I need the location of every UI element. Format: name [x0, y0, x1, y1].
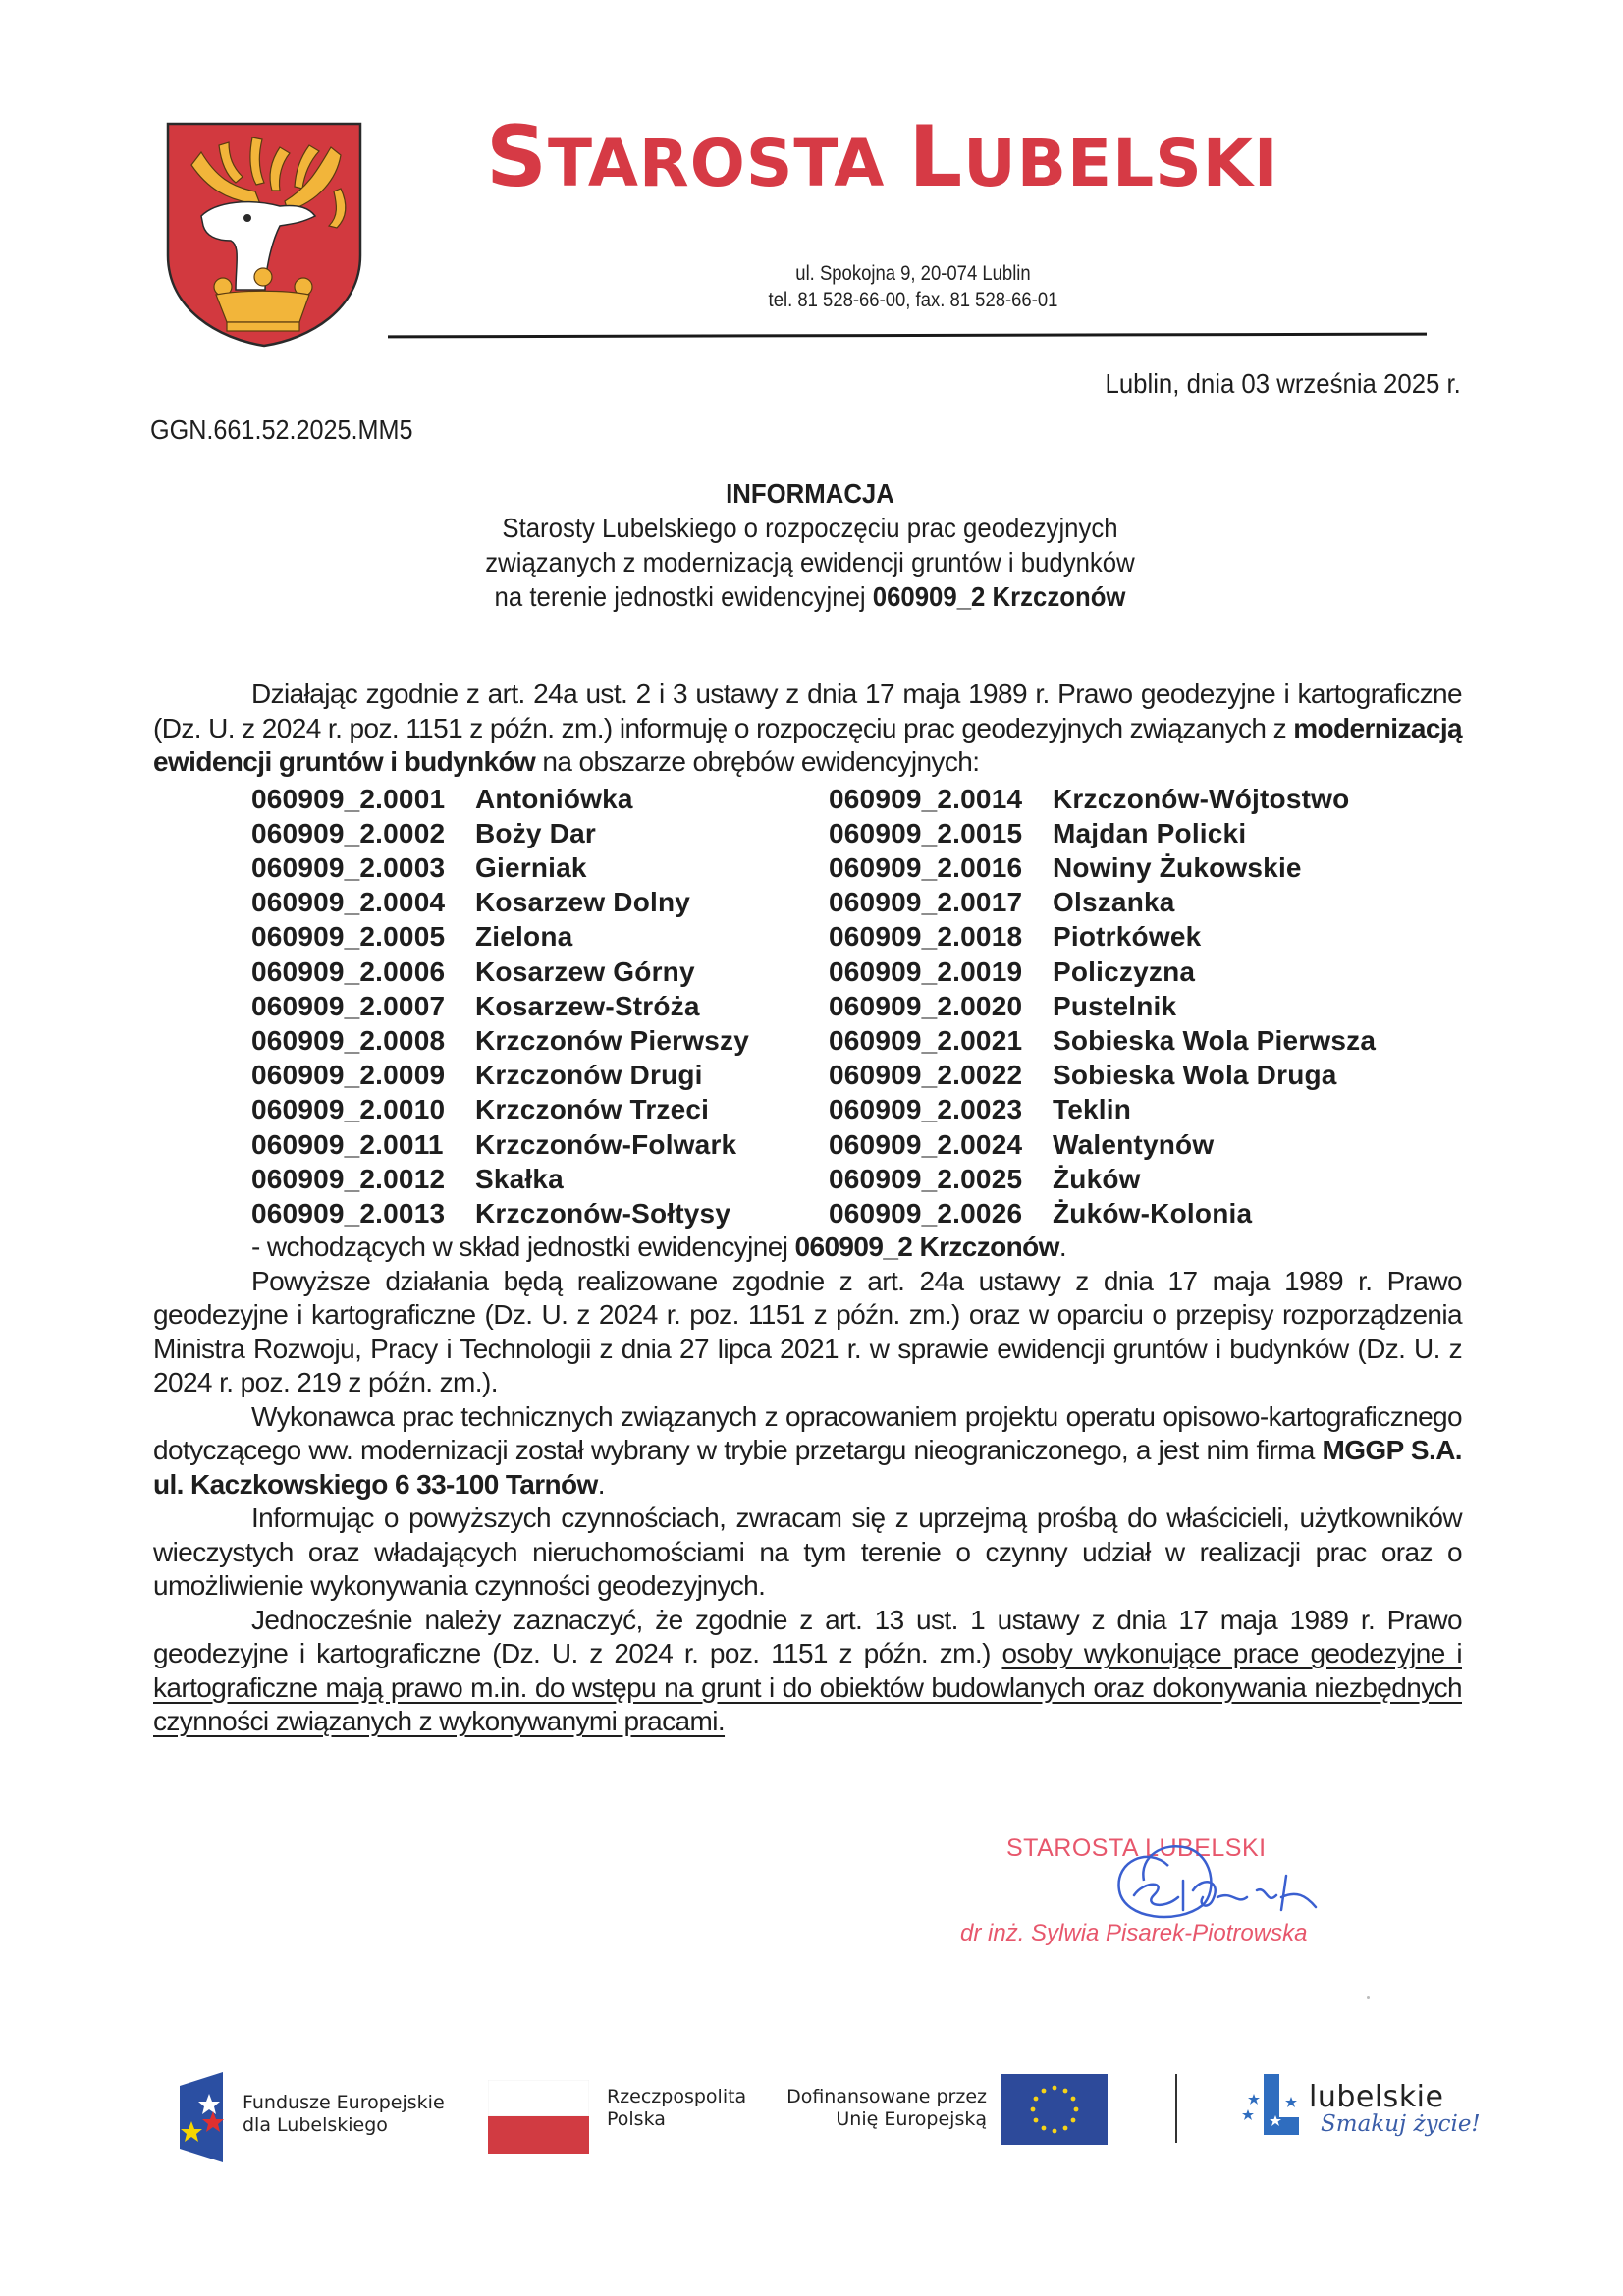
lubelskie-logo-icon — [1242, 2072, 1301, 2137]
document-body — [153, 678, 1462, 1739]
street-address: ul. Spokojna 9, 20-074 Lublin — [795, 262, 1031, 285]
document-date: Lublin, dnia 03 września 2025 r. — [1105, 368, 1461, 399]
list-item: 060909_2.0004 Kosarzew Dolny — [251, 887, 691, 918]
lubelskie-brand: lubelskie — [1309, 2080, 1444, 2114]
legal-basis-paragraph: Powyższe działania będą realizowane zgodnie z art. 24a ustawy z dnia 17 maja 1989 r. Prawo geodezyjne i kartograficzne (Dz. U. z 2024 r. poz. 1151 z późn. zm.) oraz w oparciu o przepisy rozporządzenia Ministra Rozwoju, Pracy i Technologii z dnia 27 lipca 2021 r. w sprawie ewidencji gruntów i budynków (Dz. U. z 2024 r. poz. 219 z późn. zm.). — [153, 1265, 1462, 1398]
contractor-paragraph: Wykonawca prac technicznych związanych z opracowaniem projektu operatu opisowo-kartograficznego dotyczącego ww. modernizacji został wybrany w trybie przetargu nieograniczonego, a jest nim firma MGGP S.A. ul. Kaczkowskiego 6 33-100 Tarnów. — [153, 1400, 1462, 1500]
access-rights-paragraph: Jednocześnie należy zaznaczyć, że zgodnie z art. 13 ust. 1 ustawy z dnia 17 maja 1989 r. Prawo geodezyjne i kartograficzne (Dz. U. z 2024 r. poz. 1151 z późn. zm.) osoby wykonujące prace geodezyjne i kartograficzne mają prawo m.in. do wstępu na grunt i do obiektów budowlanych oraz dokonywania niezbędnych czynności związanych z wykonywanymi pracami. — [153, 1604, 1462, 1737]
list-item: 060909_2.0010 Krzczonów Trzeci — [251, 1094, 710, 1125]
list-item: 060909_2.0011 Krzczonów-Folwark — [251, 1128, 737, 1160]
heading-line-1: Starosty Lubelskiego o rozpoczęciu prac geodezyjnych — [502, 513, 1118, 543]
footer-separator — [1175, 2074, 1177, 2143]
document-heading — [295, 476, 1325, 614]
office-address — [628, 260, 1199, 313]
list-item: 060909_2.0019 Policzyzna — [829, 956, 1196, 987]
list-item: 060909_2.0020 Pustelnik — [829, 990, 1177, 1021]
list-item: 060909_2.0018 Piotrkówek — [829, 921, 1202, 953]
request-paragraph: Informując o powyższych czynnościach, zwracam się z uprzejmą prośbą do właścicieli, użytkowników wieczystych oraz władających nieruchomościami na tym terenie o czynny udział w realizacji prac oraz o umożliwienie wykonywania czynności geodezyjnych. — [153, 1503, 1462, 1602]
list-item: 060909_2.0009 Krzczonów Drugi — [251, 1060, 703, 1091]
list-item: 060909_2.0016 Nowiny Żukowskie — [829, 851, 1302, 883]
precinct-list — [251, 782, 1462, 1231]
heading-title: INFORMACJA — [726, 478, 894, 509]
list-item: 060909_2.0022 Sobieska Wola Druga — [829, 1060, 1337, 1091]
list-item: 060909_2.0008 Krzczonów Pierwszy — [251, 1024, 750, 1056]
list-item: 060909_2.0007 Kosarzew-Stróża — [251, 990, 700, 1021]
scan-speck — [1367, 1996, 1370, 1999]
list-item: 060909_2.0023 Teklin — [829, 1094, 1132, 1125]
reference-number: GGN.661.52.2025.MM5 — [150, 414, 413, 445]
list-item: 060909_2.0003 Gierniak — [251, 851, 587, 883]
heading-line-3: na terenie jednostki ewidencyjnej 060909_2 Krzczonów — [494, 581, 1126, 612]
list-item: 060909_2.0024 Walentynów — [829, 1128, 1215, 1160]
list-item: 060909_2.0006 Kosarzew Górny — [251, 956, 695, 987]
list-item: 060909_2.0015 Majdan Policki — [829, 817, 1247, 848]
european-funds-logo-icon — [180, 2072, 227, 2162]
coat-of-arms-icon — [162, 118, 366, 349]
list-item: 060909_2.0012 Skałka — [251, 1163, 564, 1194]
list-item: 060909_2.0025 Żuków — [829, 1163, 1141, 1194]
list-item: 060909_2.0002 Boży Dar — [251, 817, 596, 848]
signer-name: dr inż. Sylwia Pisarek-Piotrowska — [960, 1920, 1308, 1946]
list-item: 060909_2.0005 Zielona — [251, 921, 573, 953]
polish-flag-icon — [488, 2080, 589, 2154]
list-item: 060909_2.0021 Sobieska Wola Pierwsza — [829, 1024, 1377, 1056]
list-item: 060909_2.0001 Antoniówka — [251, 783, 633, 814]
list-item: 060909_2.0014 Krzczonów-Wójtostwo — [829, 783, 1350, 814]
list-item: 060909_2.0017 Olszanka — [829, 887, 1175, 918]
lubelskie-slogan: Smakuj życie! — [1321, 2111, 1481, 2137]
unit-note: - wchodzących w skład jednostki ewidencyjnej 060909_2 Krzczonów. — [251, 1231, 1067, 1263]
list-item: 060909_2.0026 Żuków-Kolonia — [829, 1197, 1253, 1229]
phone-fax: tel. 81 528-66-00, fax. 81 528-66-01 — [768, 289, 1058, 311]
stamp-title: STAROSTA LUBELSKI — [1006, 1834, 1267, 1862]
european-funds-label: Fundusze Europejskie dla Lubelskiego — [243, 2092, 445, 2136]
intro-paragraph: Działając zgodnie z art. 24a ust. 2 i 3 ustawy z dnia 17 maja 1989 r. Prawo geodezyjne i kartograficzne (Dz. U. z 2024 r. poz. 1151 z późn. zm.) informuję o rozpoczęciu prac geodezyjnych związanych z modernizacją ewidencji gruntów i budynków na obszarze obrębów ewidencyjnych: — [153, 679, 1462, 777]
eu-cofunding-label: Dofinansowane przez Unię Europejską — [786, 2086, 987, 2130]
letterhead-title: STAROSTA LUBELSKI — [486, 108, 1279, 206]
heading-line-2: związanych z modernizacją ewidencji gruntów i budynków — [485, 547, 1135, 577]
eu-flag-icon — [1001, 2074, 1108, 2145]
header-divider — [388, 333, 1427, 339]
list-item: 060909_2.0013 Krzczonów-Sołtysy — [251, 1197, 731, 1229]
republic-of-poland-label: Rzeczpospolita Polska — [607, 2086, 747, 2130]
